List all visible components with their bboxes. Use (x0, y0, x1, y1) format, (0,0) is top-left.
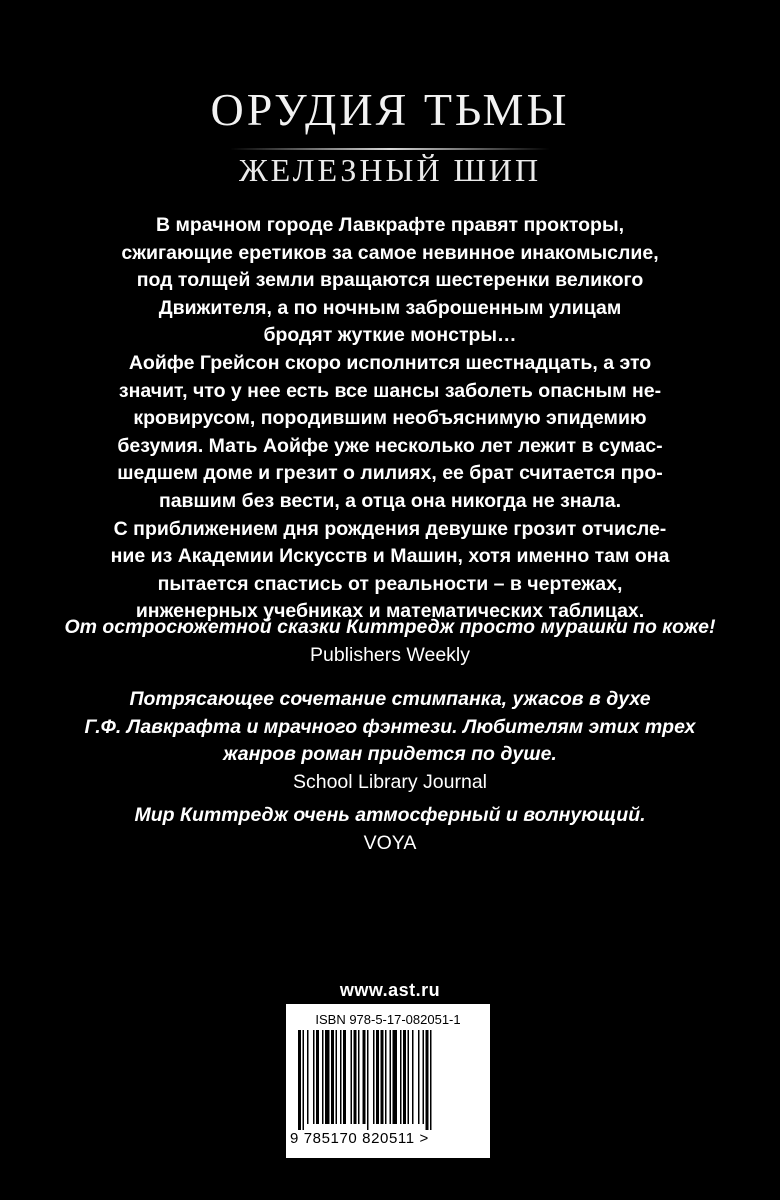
review-quote: жанров роман придется по душе. (223, 743, 557, 765)
review-quote: Потрясающее сочетание стимпанка, ужасов в духе (129, 688, 651, 710)
review-school-library-journal (0, 686, 780, 796)
barcode-bar (331, 1030, 334, 1124)
barcode-bar (400, 1030, 402, 1124)
barcode-bar (340, 1030, 342, 1124)
barcode-bar (307, 1030, 309, 1124)
barcode-bar (343, 1030, 346, 1124)
barcode-bar (325, 1030, 330, 1124)
blurb-line: шедшем доме и грезит о лилиях, ее брат считается про- (117, 462, 663, 485)
barcode-bar (430, 1030, 432, 1130)
blurb-line: ние из Академии Искусств и Машин, хотя именно там она (110, 545, 670, 568)
blurb-line: инженерных учебниках и математических таблицах. (135, 600, 645, 623)
barcode-bar (385, 1030, 387, 1124)
blurb-line: значит, что у нее есть все шансы заболеть опасным не- (118, 379, 662, 402)
barcode-bars (296, 1030, 480, 1130)
review-source: Publishers Weekly (309, 643, 471, 666)
isbn-barcode (286, 1004, 490, 1158)
review-source: VOYA (363, 831, 417, 854)
blurb-line: безумия. Мать Аойфе уже несколько лет лежит в сумас- (117, 434, 663, 457)
barcode-bar (363, 1030, 366, 1124)
isbn-label: ISBN 978-5-17-082051-1 (315, 1012, 461, 1027)
barcode-bar (426, 1030, 429, 1130)
blurb-line: павшим без вести, а отца она никогда не знала. (158, 489, 622, 512)
blurb-line: пытается спастись от реальности – в чертежах, (157, 572, 623, 595)
blurb-line: кровирусом, породившим необъяснимую эпидемию (133, 407, 647, 430)
blurb-line: В мрачном городе Лавкрафте правят прокторы, (155, 214, 625, 236)
barcode-bar (313, 1030, 315, 1124)
barcode-bar (351, 1030, 353, 1124)
review-quote: От остросюжетной сказки Киттредж просто мурашки по коже! (64, 616, 716, 638)
barcode-bar (336, 1030, 338, 1124)
blurb-text (0, 212, 780, 626)
review-quote: Мир Киттредж очень атмосферный и волнующий. (134, 804, 646, 826)
publisher-website: www.ast.ru (339, 980, 441, 1000)
barcode-bar (358, 1030, 360, 1124)
review-voya (0, 802, 780, 857)
review-publishers-weekly (0, 614, 780, 669)
barcode-bar (393, 1030, 398, 1124)
blurb-line: бродят жуткие монстры… (263, 324, 517, 347)
barcode-bar (376, 1030, 379, 1124)
barcode-bar (316, 1030, 319, 1124)
barcode-bar (322, 1030, 324, 1124)
barcode-bar (403, 1030, 406, 1124)
review-quote: Г.Ф. Лавкрафта и мрачного фэнтези. Любителям этих трех (84, 715, 696, 738)
blurb-line: Движителя, а по ночным заброшенным улицам (158, 296, 622, 319)
review-source: School Library Journal (292, 770, 488, 793)
barcode-bar (408, 1030, 410, 1124)
barcode-bar (303, 1030, 305, 1130)
blurb-line: под толщей земли вращаются шестеренки великого (136, 269, 644, 292)
blurb-line: сжигающие еретиков за самое невинное инакомыслие, (121, 241, 659, 264)
barcode-bar (412, 1030, 414, 1124)
book-title: ОРУДИЯ ТЬМЫ (210, 84, 570, 135)
barcode-bar (418, 1030, 420, 1124)
barcode-bar (354, 1030, 357, 1124)
barcode-bar (390, 1030, 392, 1124)
barcode-bar (298, 1030, 301, 1130)
barcode-digits: 9 785170 820511 > (290, 1130, 429, 1147)
barcode-bar (373, 1030, 375, 1124)
blurb-line: С приближением дня рождения девушке грозит отчисле- (113, 517, 667, 540)
barcode-bar (381, 1030, 384, 1124)
barcode-bar (423, 1030, 425, 1124)
book-subtitle: ЖЕЛЕЗНЫЙ ШИП (238, 152, 542, 188)
blurb-line: Аойфе Грейсон скоро исполнится шестнадцать, а это (128, 351, 652, 374)
barcode-bar (367, 1030, 369, 1130)
